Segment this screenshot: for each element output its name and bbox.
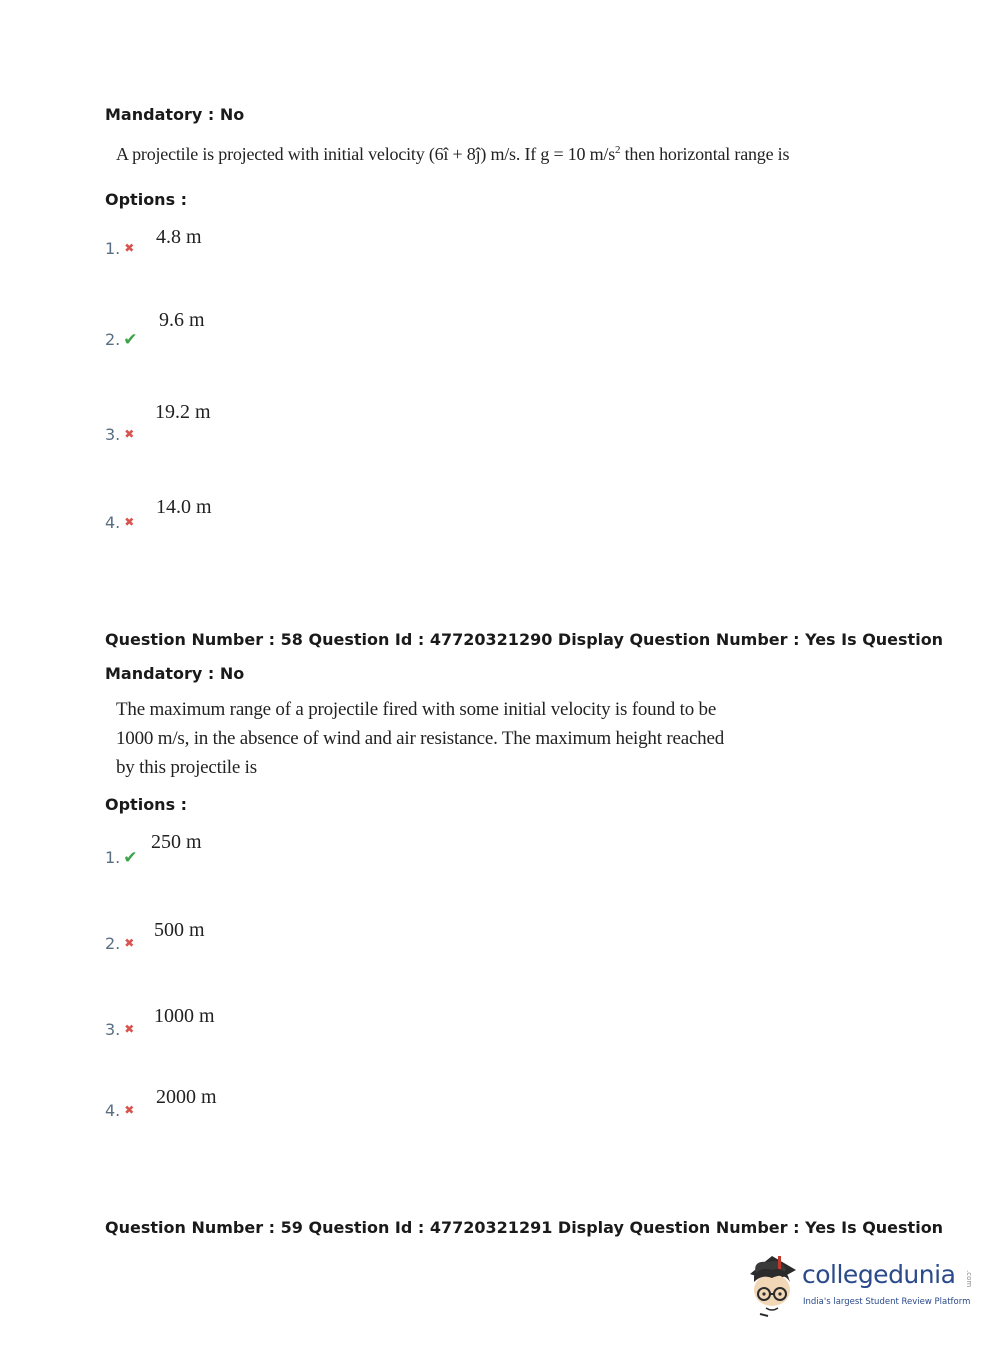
q57-option-2-value: 9.6 m (159, 309, 205, 331)
check-icon: ✔ (123, 330, 138, 350)
collegedunia-logo (742, 1252, 972, 1320)
cross-icon: ✖ (124, 427, 135, 441)
logo-wordmark: collegedunia (802, 1260, 956, 1289)
q58-question-line: 1000 m/s, in the absence of wind and air resistance. The maximum height reached (116, 728, 725, 749)
q58-option-1-value: 250 m (151, 831, 202, 853)
cross-icon: ✖ (124, 515, 135, 529)
q59-header: Question Number : 59 Question Id : 47720321291 Display Question Number : Yes Is Question (105, 1218, 944, 1237)
q57-question-text: A projectile is projected with initial velocity (6î + 8ĵ) m/s. If g = 10 $m/s^2$ then horizontal range is (116, 144, 790, 164)
q58-question-line: The maximum range of a projectile fired with some initial velocity is found to be (116, 699, 717, 720)
q57-option-1-number: 1. ✖ (105, 239, 135, 258)
q58-option-2-value: 500 m (154, 919, 205, 941)
q57-option-3-number: 3. ✖ (105, 425, 135, 444)
q57-option-1-value: 4.8 m (156, 226, 202, 248)
q57-option-3-value: 19.2 m (155, 401, 211, 423)
q57-options-label: Options : (105, 190, 188, 209)
q58-option-2-number: 2. ✖ (105, 934, 135, 953)
logo-tagline: India's largest Student Review Platform (803, 1297, 971, 1307)
q57-mandatory: Mandatory : No (105, 105, 245, 124)
logo-suffix: .com (965, 1270, 973, 1288)
q57-option-4-number: 4. ✖ (105, 513, 135, 532)
cross-icon: ✖ (124, 241, 135, 255)
q58-option-1-number: 1. ✔ (105, 848, 138, 868)
q57-option-4-value: 14.0 m (156, 496, 212, 518)
mascot-icon (742, 1252, 802, 1318)
cross-icon: ✖ (124, 936, 135, 950)
q57-option-2-number: 2. ✔ (105, 330, 138, 350)
q58-option-3-number: 3. ✖ (105, 1020, 135, 1039)
q58-mandatory: Mandatory : No (105, 664, 245, 683)
q58-option-3-value: 1000 m (154, 1005, 215, 1027)
cross-icon: ✖ (124, 1103, 135, 1117)
q58-header: Question Number : 58 Question Id : 47720321290 Display Question Number : Yes Is Question (105, 630, 944, 649)
cross-icon: ✖ (124, 1022, 135, 1036)
q58-question-line: by this projectile is (116, 757, 257, 778)
q58-options-label: Options : (105, 795, 188, 814)
q58-option-4-value: 2000 m (156, 1086, 217, 1108)
q58-option-4-number: 4. ✖ (105, 1101, 135, 1120)
q58-question-text (116, 695, 724, 782)
check-icon: ✔ (123, 848, 138, 868)
